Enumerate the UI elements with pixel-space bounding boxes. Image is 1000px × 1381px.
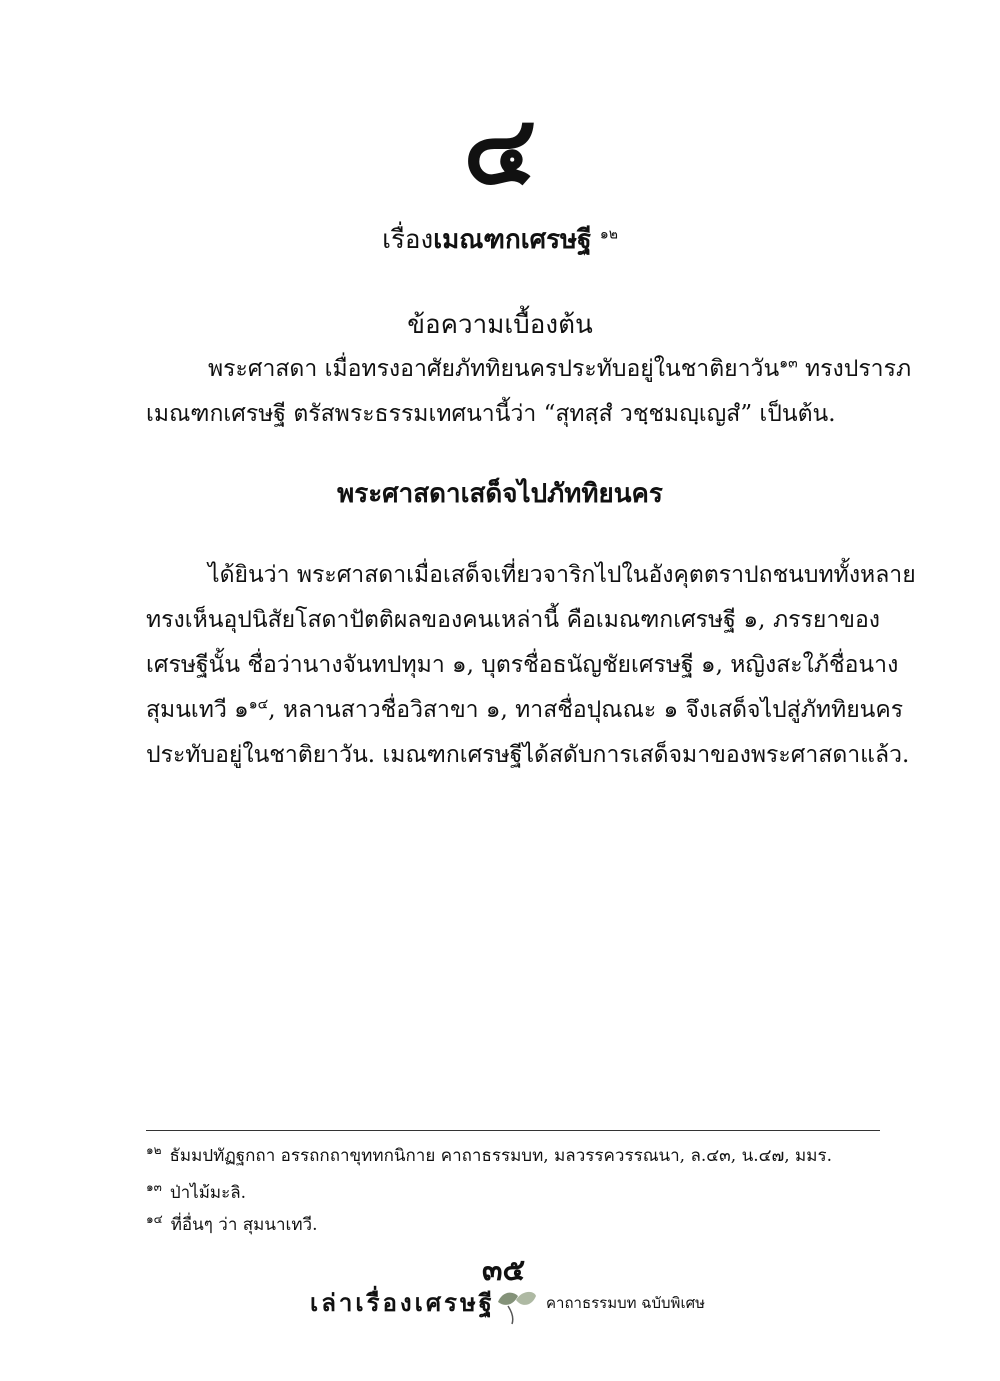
- story-title-name: เมณฑกเศรษฐี: [433, 225, 592, 255]
- story-title-prefix: เรื่อง: [382, 225, 434, 255]
- paragraph-line: ได้ยินว่า พระศาสดาเมื่อเสด็จเที่ยวจาริกไปในอังคุตตราปถชนบททั้งหลาย: [208, 562, 916, 588]
- footnote-number: ๑๒: [146, 1143, 162, 1158]
- footnote: [146, 1143, 880, 1169]
- page-number: ๓๕: [482, 1253, 526, 1288]
- footnote-ref: ๑๒: [599, 226, 618, 243]
- story-title: [0, 222, 1000, 258]
- book-subtitle: คาถาธรรมบท ฉบับพิเศษ: [546, 1294, 705, 1312]
- paragraph-line: เศรษฐีนั้น ชื่อว่านางจันทปทุมา ๑, บุตรชื่อธนัญชัยเศรษฐี ๑, หญิงสะใภ้ชื่อนาง: [146, 652, 899, 678]
- footnote-number: ๑๔: [146, 1212, 163, 1227]
- paragraph-line: [146, 688, 904, 733]
- footnote-text: ธัมมปทัฏฐกถา อรรถกถาขุททกนิกาย คาถาธรรมบท, มลวรรควรรณนา, ล.๔๓, น.๔๗, มมร.: [169, 1146, 832, 1166]
- section-heading: พระศาสดาเสด็จไปภัททิยนคร: [337, 479, 663, 509]
- book-title: เล่าเรื่องเศรษฐี: [310, 1288, 496, 1317]
- intro-paragraph: [146, 347, 912, 437]
- main-paragraph: [146, 553, 916, 778]
- footnote-ref: ๑๓: [779, 355, 798, 372]
- intro-heading: ข้อความเบื้องต้น: [407, 310, 593, 340]
- paragraph-line: ประทับอยู่ในชาติยาวัน. เมณฑกเศรษฐีได้สดับการเสด็จมาของพระศาสดาแล้ว.: [146, 742, 910, 768]
- footnote: [146, 1212, 880, 1238]
- footnote-number: ๑๓: [146, 1180, 162, 1195]
- footnote: [146, 1180, 880, 1206]
- line-text: , หลานสาวชื่อวิสาขา ๑, ทาสชื่อปุณณะ ๑ จึงเสด็จไปสู่ภัททิยนคร: [268, 697, 904, 723]
- footnote-ref: ๑๔: [248, 696, 269, 713]
- paragraph-line: เมณฑกเศรษฐี ตรัสพระธรรมเทศนานี้ว่า “สุทสฺสํ วชฺชมญฺเญสํ” เป็นต้น.: [146, 401, 836, 427]
- footnote-text: ป่าไม้มะลิ.: [169, 1183, 247, 1203]
- footnote-divider: [146, 1130, 880, 1131]
- line-text: ทรงปรารภ: [797, 356, 912, 382]
- line-text: สุมนเทวี ๑: [146, 697, 249, 723]
- chapter-number: ๔: [463, 93, 537, 206]
- paragraph-line: ทรงเห็นอุปนิสัยโสดาปัตติผลของคนเหล่านี้ คือเมณฑกเศรษฐี ๑, ภรรยาของ: [146, 607, 880, 633]
- leaf-icon: [492, 1282, 538, 1326]
- line-text: พระศาสดา เมื่อทรงอาศัยภัททิยนครประทับอยู่ในชาติยาวัน: [208, 356, 780, 382]
- paragraph-line: [146, 347, 912, 392]
- footnote-text: ที่อื่นๆ ว่า สุมนาเทวี.: [170, 1215, 318, 1235]
